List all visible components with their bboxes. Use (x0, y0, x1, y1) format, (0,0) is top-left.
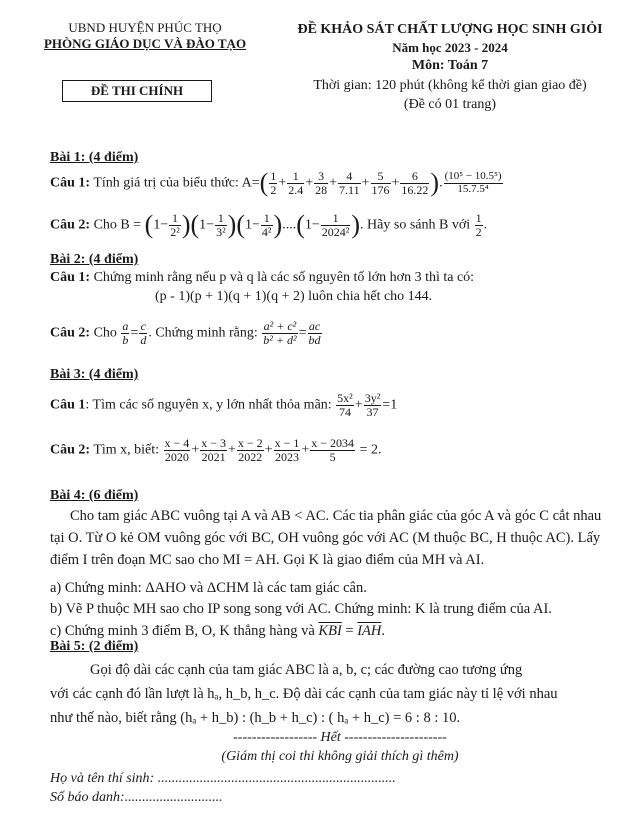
candidate-name-label: Họ và tên thí sinh: (50, 771, 158, 786)
frac-6-16.22: $\frac{6}{16.22}$ (401, 169, 429, 197)
bai1-cau1-label: Câu 1: (50, 175, 91, 191)
candidate-number-row (50, 790, 223, 806)
bai4-para: Cho tam giác ABC vuông tại A và AB < AC. Các tia phân giác của góc A và góc C cắt nhau tại O. Từ O kẻ OM vuông góc với BC, OH vuông góc với AC (M thuộc BC, H thuộc AC). Lấy điểm I trên đoạn MC sao cho MI = AH. Gọi K là giao điểm của MH và AI. (50, 508, 602, 568)
header-left-line1: UBND HUYỆN PHÚC THỌ (68, 20, 222, 35)
frac-1-2.4: $\frac{1}{2.4}$ (288, 169, 304, 197)
candidate-name-field: .................................................................... (157, 771, 396, 786)
footer-note: (Giám thị coi thi không giải thích gì thêm) (221, 749, 459, 764)
bai3-cau2-label: Câu 2: (50, 442, 91, 458)
header-left-line2: PHÒNG GIÁO DỤC VÀ ĐÀO TẠO (43, 36, 247, 51)
het-line: ------------------ Hết ---------------------- (233, 730, 447, 745)
bai3-cau1-label: Câu 1 (50, 397, 86, 413)
exam-pages: (Đề có 01 trang) (403, 97, 497, 112)
exam-title: ĐỀ KHẢO SÁT CHẤT LƯỢNG HỌC SINH GIỎI (297, 22, 603, 37)
bai3-cau1-text: : Tìm các số nguyên x, y lớn nhất thỏa mãn: (85, 397, 332, 413)
frac-tail: $\frac{\text{(10⁵ − 10.5⁵)}}{\text{15.7.5⁴}}$ (444, 170, 502, 195)
frac-1-2: $\frac{1}{2}$ (270, 169, 277, 197)
bai1-cau1: Câu 1: Tính giá trị của biểu thức: A=( $\frac{1}{2}$ + $\frac{1}{2.4}$ + $\frac{3}{28}$ + $\frac{4}{7.11}$ + $\frac{5}{176}$ + $\frac{6}{16.22}$ ). $\frac{\text{(10⁵ − 10.5⁵)}}{\text{15.7.5⁴}}$ (50, 168, 502, 198)
angle-iah: $\overline{IAH}$ (357, 623, 382, 639)
bai4-title: Bài 4: (6 điểm) (50, 488, 139, 503)
bai1-cau2: Câu 2: Cho B = (1− $\frac{1}{\text{2²}}$ )(1− $\frac{1}{\text{3²}}$ )(1− $\frac{1}{\text{4²}}$ )....(1− $\frac{1}{\text{2024²}}$ ). Hãy so sánh B với $\frac{1}{2}$ . (50, 210, 488, 240)
bai2-cau1-text: Chứng minh rằng nếu p và q là các số nguyên tố lớn hơn 3 thì ta có: (93, 270, 475, 285)
bai1-cau2-end: . Hãy so sánh B với (360, 217, 471, 233)
bai2-cau1-expr: (p - 1)(p + 1)(q + 1)(q + 2) luôn chia hết cho 144. (155, 289, 433, 304)
bai4-a: a) Chứng minh: ΔAHO và ΔCHM là các tam giác cân. (50, 580, 367, 596)
bai2-cau1-label: Câu 1: (50, 270, 91, 285)
candidate-number-field: ............................ (124, 790, 223, 805)
angle-kbi: $\overline{KBI}$ (318, 623, 342, 639)
candidate-name-row (50, 771, 396, 787)
bai1-title: Bài 1: (4 điểm) (50, 150, 139, 165)
bai5-para3: như thế nào, biết rằng (hₐ + h_b) : (h_b + h_c) : ( hₐ + h_c) = 6 : 8 : 10. (50, 710, 461, 726)
bai1-cau2-text: Cho B = (93, 217, 142, 233)
official-exam-box: ĐỀ THI CHÍNH (62, 80, 212, 102)
frac-3-28: $\frac{3}{28}$ (315, 169, 328, 197)
exam-time: Thời gian: 120 phút (không kể thời gian giao đề) (313, 78, 587, 93)
candidate-number-label: Số báo danh: (50, 790, 125, 805)
bai5-title: Bài 5: (2 điểm) (50, 639, 139, 654)
bai2-cau2-label: Câu 2: (50, 325, 91, 341)
bai5-para1: Gọi độ dài các cạnh của tam giác ABC là a, b, c; các đường cao tương ứng (90, 662, 523, 678)
exam-subject: Môn: Toán 7 (411, 58, 489, 73)
bai1-cau1-text: Tính giá trị của biểu thức: A= (93, 175, 260, 191)
bai3-title: Bài 3: (4 điểm) (50, 367, 139, 382)
bai3-cau2: Câu 2: Tìm x, biết: $\frac{x - 4}{2020}$ + $\frac{x - 3}{2021}$ + $\frac{x - 2}{2022}$ + $\frac{x - 1}{2023}$ + $\frac{x - 2034}{5}$ = 2. (50, 436, 382, 464)
bai2-cau2: Câu 2: Cho $\frac{a}{b}$ = $\frac{c}{d}$ . Chứng minh rằng: $\frac{\text{a² + c²}}{\text{b² + d²}}$ = $\frac{ac}{bd}$ (50, 319, 321, 347)
bai3-cau1: Câu 1: Tìm các số nguyên x, y lớn nhất thỏa mãn: $\frac{\text{5x²}}{74}$ + $\frac{\text{3y²}}{37}$ =1 (50, 391, 398, 419)
bai5-para2: với các cạnh đó lần lượt là hₐ, h_b, h_c. Độ dài các cạnh của tam giác này tỉ lệ với nhau (50, 686, 558, 702)
bai4-b: b) Vẽ P thuộc MH sao cho IP song song với AC. Chứng minh: K là trung điểm của AI. (50, 601, 552, 617)
bai3-cau2-end: = 2. (359, 442, 382, 458)
bai3-cau2-text: Tìm x, biết: (93, 442, 160, 458)
bai1-cau2-label: Câu 2: (50, 217, 91, 233)
bai2-cau1 (50, 270, 474, 286)
frac-4-7.11: $\frac{4}{7.11}$ (339, 169, 360, 197)
frac-half: $\frac{1}{2}$ (475, 211, 482, 239)
frac-5-176: $\frac{5}{176}$ (371, 169, 390, 197)
bai2-title: Bài 2: (4 điểm) (50, 252, 139, 267)
bai4-c: c) Chứng minh 3 điểm B, O, K thẳng hàng và $\overline{KBI} = \overline{IAH}$. (50, 623, 386, 639)
exam-year: Năm học 2023 - 2024 (392, 40, 508, 55)
